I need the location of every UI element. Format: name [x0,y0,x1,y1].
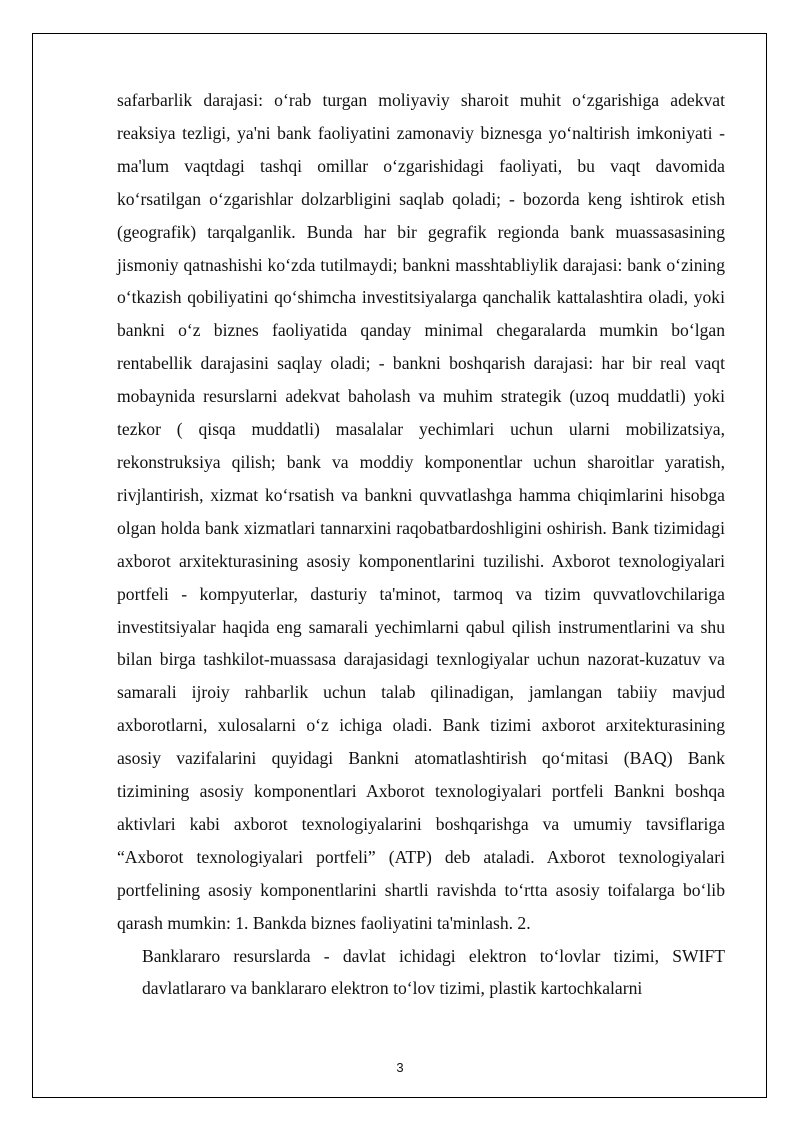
body-text [117,84,725,1005]
page-number: 3 [396,1060,404,1075]
paragraph-2: Banklararo resurslarda - davlat ichidagi elektron to‘lovlar tizimi, SWIFT davlatlararo va banklararo elektron to‘lov tizimi, plastik kartochkalarni [142,945,725,999]
paragraph-1: safarbarlik darajasi: o‘rab turgan moliyaviy sharoit muhit o‘zgarishiga adekvat reaksiya tezligi, ya'ni bank faoliyatini zamonaviy biznesga yo‘naltirish imkoniyati - ma'lum vaqtdagi tashqi omillar o‘zgarishidagi faoliyati, bu vaqt davomida ko‘rsatilgan o‘zgarishlar dolzarbligini saqlab qoladi; - bozorda keng ishtirok etish (geografik) tarqalganlik. Bunda har bir gegrafik regionda bank muassasasining jismoniy qatnashishi ko‘zda tutilmaydi; bankni masshtabliylik darajasi: bank o‘zining o‘tkazish qobiliyatini qo‘shimcha investitsiyalarga qanchalik kattalashtira oladi, yoki bankni o‘z biznes faoliyatida qanday minimal chegaralarda mumkin bo‘lgan rentabellik darajasini saqlay oladi; - bankni boshqarish darajasi: har bir real vaqt mobaynida resurslarni adekvat baholash va muhim strategik (uzoq muddatli) yoki tezkor ( qisqa muddatli) masalalar yechimlari uchun ularni mobilizatsiya, rekonstruksiya qilish; bank va moddiy komponentlar uchun sharoitlar yaratish, rivjlantirish, xizmat ko‘rsatish va bankni quvvatlashga hamma chiqimlarini hisobga olgan holda bank xizmatlari tannarxini raqobatbardoshligini oshirish. Bank tizimidagi axborot arxitekturasining asosiy komponentlarini tuzilishi. Axborot texnologiyalari portfeli - kompyuterlar, dasturiy ta'minot, tarmoq va tizim quvvatlovchilariga investitsiyalar haqida eng samarali yechimlarni qabul qilish instrumentlarini va shu bilan birga tashkilot-muassasa darajasidagi texnlogiyalar uchun nazorat-kuzatuv va samarali ijroiy rahbarlik uchun talab qilinadigan, jamlangan tabiiy mavjud axborotlarni, xulosalarni o‘z ichiga oladi. Bank tizimi axborot arxitekturasining asosiy vazifalarini quyidagi Bankni atomatlashtirish qo‘mitasi (BAQ) Bank tizimining asosiy komponentlari Axborot texnologiyalari portfeli Bankni boshqa aktivlari kabi axborot texnologiyalarini boshqarishga va umumiy tavsiflariga “Axborot texnologiyalari portfeli” (ATP) deb ataladi. Axborot texnologiyalari portfelining asosiy komponentlarini shartli ravishda to‘rtta asosiy toifalarga bo‘lib qarash mumkin: 1. Bankda biznes faoliyatini ta'minlash. 2. [117,90,725,933]
